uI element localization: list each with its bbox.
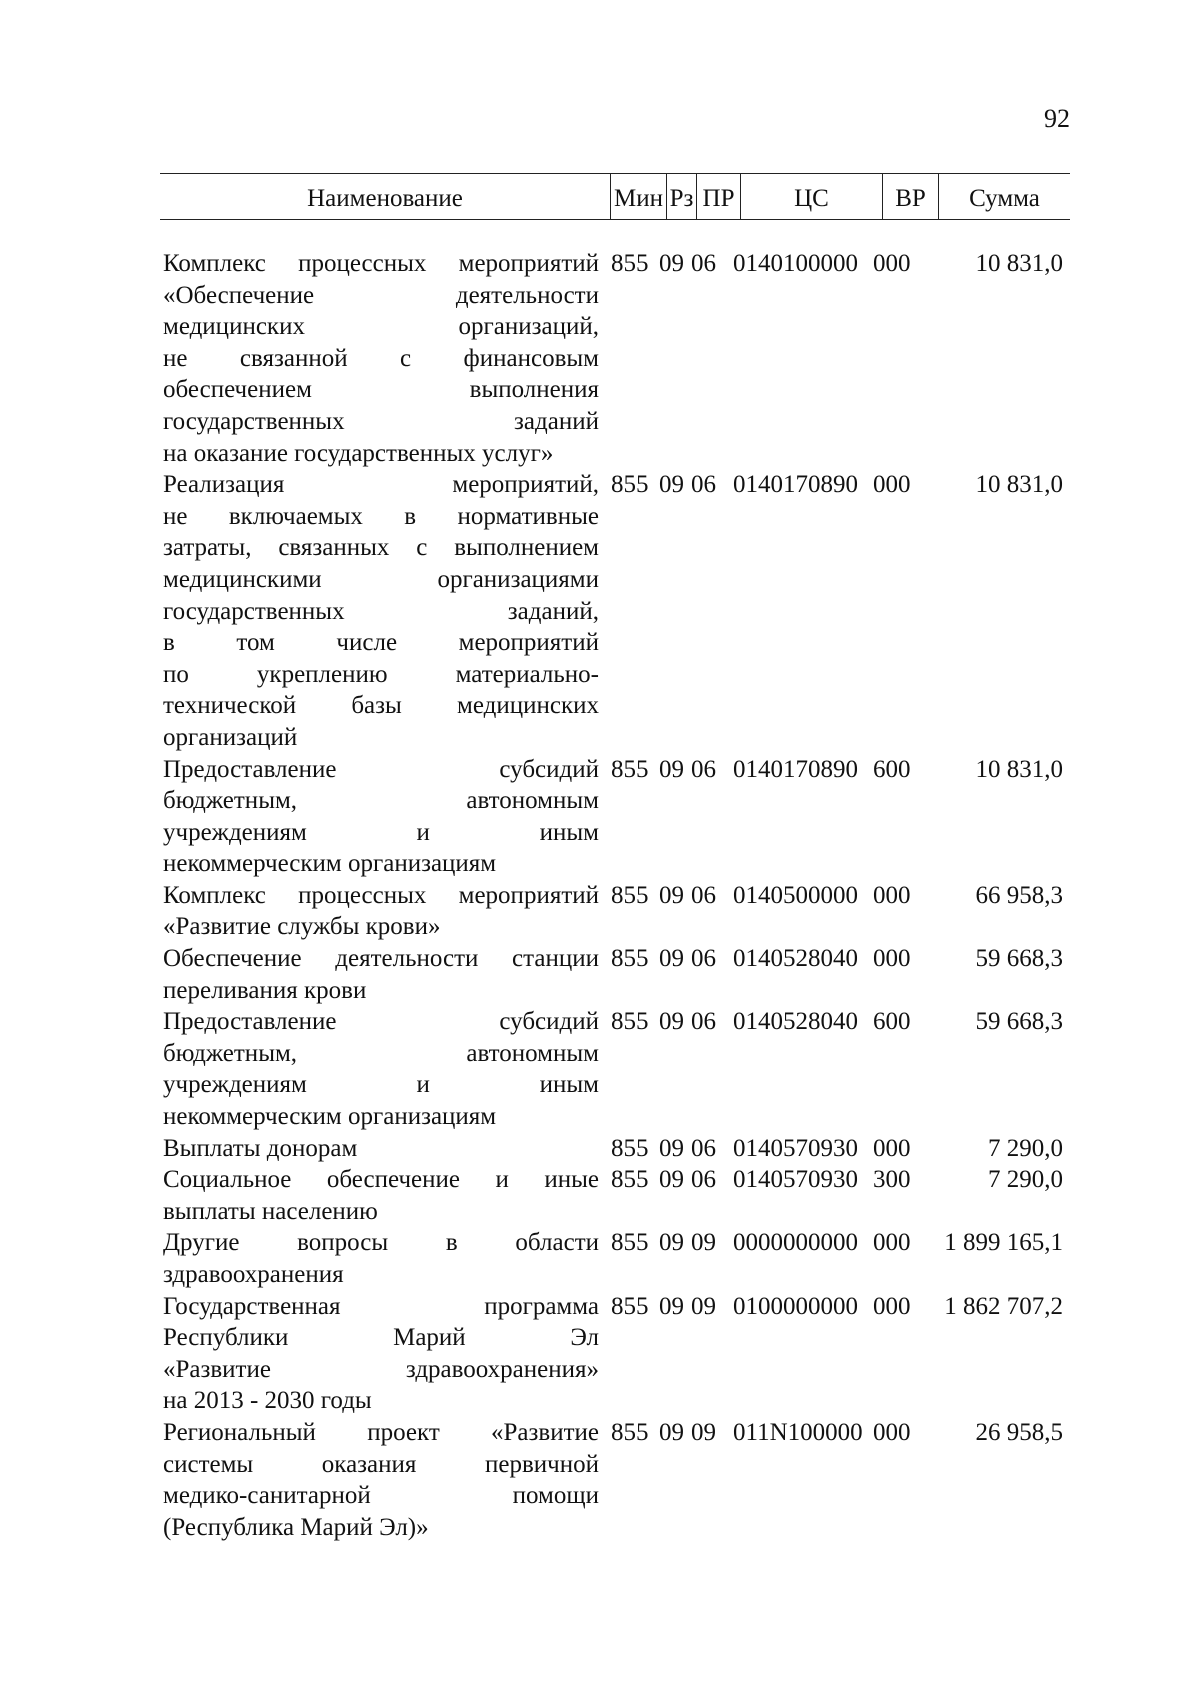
row-name-line: Реализация мероприятий, (163, 471, 599, 499)
header-cs: ЦС (740, 174, 882, 219)
row-rz: 09 (659, 1166, 684, 1194)
row-name-line: Обеспечение деятельности станции (163, 945, 599, 973)
row-sum: 59 668,3 (975, 1008, 1063, 1036)
row-rz: 09 (659, 250, 684, 277)
row-name-line: учреждениям и иным (163, 1071, 599, 1099)
row-cs: 0100000000 (733, 1292, 858, 1320)
row-name-line: организаций (163, 723, 298, 751)
row-name-line: учреждениям и иным (163, 818, 599, 846)
row-sum: 1 899 165,1 (944, 1229, 1063, 1257)
row-name-line: Выплаты донорам (163, 1134, 358, 1162)
row-name (163, 754, 599, 880)
row-name-line: «Развитие здравоохранения» (163, 1355, 599, 1383)
row-name-line: бюджетным, автономным (163, 1039, 599, 1067)
row-rz: 09 (659, 881, 684, 909)
row-vr: 600 (873, 755, 911, 783)
row-name-line: здравоохранения (163, 1261, 344, 1288)
row-vr: 000 (873, 471, 911, 499)
row-name-line: Комплекс процессных мероприятий (163, 250, 599, 277)
row-name-line: обеспечением выполнения (163, 376, 599, 404)
row-sum: 10 831,0 (975, 471, 1063, 499)
row-sum: 10 831,0 (975, 755, 1063, 783)
row-cs: 0140170890 (733, 471, 858, 499)
row-rz: 09 (659, 755, 684, 783)
row-rz: 09 (659, 1418, 684, 1446)
row-name-line: затраты, связанных с выполнением (163, 534, 599, 562)
page-number: 92 (1044, 104, 1070, 133)
row-name (163, 1227, 599, 1290)
row-pr: 06 (691, 881, 716, 909)
row-cs: 011N100000 (733, 1418, 863, 1446)
header-pr: ПР (696, 174, 740, 219)
row-name (163, 469, 599, 753)
row-rz: 09 (659, 1229, 684, 1257)
row-name-line: медицинских организаций, (163, 313, 599, 341)
row-cs: 0140528040 (733, 1008, 858, 1036)
row-name (163, 1164, 599, 1227)
table-row (163, 1133, 1075, 1165)
row-name-line: некоммерческим организациям (163, 1103, 497, 1131)
row-pr: 06 (691, 945, 716, 973)
row-min: 855 (611, 1166, 649, 1194)
row-name-line: государственных заданий (163, 407, 599, 435)
row-pr: 09 (691, 1229, 716, 1257)
header-vr: ВР (882, 174, 938, 219)
row-name (163, 1133, 599, 1165)
row-cs: 0140500000 (733, 881, 858, 909)
table-row (163, 1291, 1075, 1417)
row-pr: 06 (691, 1008, 716, 1036)
row-cs: 0140170890 (733, 755, 858, 783)
header-name: Наименование (307, 185, 463, 212)
row-pr: 06 (691, 250, 716, 277)
table-row (163, 248, 1075, 469)
row-min: 855 (611, 1134, 649, 1162)
row-name-line: государственных заданий, (163, 597, 599, 625)
row-name-line: Социальное обеспечение и иные (163, 1166, 599, 1194)
row-cs: 0140570930 (733, 1166, 858, 1194)
row-name-line: на оказание государственных услуг» (163, 439, 554, 467)
row-name-line: Государственная программа (163, 1292, 599, 1320)
row-vr: 000 (873, 1134, 911, 1162)
row-sum: 7 290,0 (988, 1166, 1063, 1194)
row-pr: 09 (691, 1292, 716, 1320)
row-vr: 300 (873, 1166, 911, 1194)
table-row (163, 469, 1075, 753)
row-min: 855 (611, 1292, 649, 1320)
table-body (163, 248, 1075, 1543)
row-pr: 06 (691, 755, 716, 783)
row-sum: 66 958,3 (975, 881, 1063, 909)
row-name-line: переливания крови (163, 976, 367, 1004)
row-pr: 06 (691, 1166, 716, 1194)
row-name (163, 943, 599, 1006)
row-min: 855 (611, 881, 649, 909)
row-min: 855 (611, 1418, 649, 1446)
row-name (163, 1291, 599, 1417)
row-name-line: Комплекс процессных мероприятий (163, 881, 599, 909)
row-vr: 000 (873, 1229, 911, 1257)
row-sum: 26 958,5 (975, 1418, 1063, 1446)
row-rz: 09 (659, 945, 684, 973)
row-pr: 09 (691, 1418, 716, 1446)
row-sum: 7 290,0 (988, 1134, 1063, 1162)
row-sum: 10 831,0 (975, 250, 1063, 277)
row-name-line: в том числе мероприятий (163, 629, 599, 657)
header-sum: Сумма (938, 174, 1070, 219)
row-vr: 000 (873, 1292, 911, 1320)
row-vr: 600 (873, 1008, 911, 1036)
row-name-line: медицинскими организациями (163, 565, 599, 593)
table-row (163, 1006, 1075, 1132)
row-cs: 0000000000 (733, 1229, 858, 1257)
row-min: 855 (611, 250, 649, 277)
row-min: 855 (611, 1229, 649, 1257)
row-name-line: Региональный проект «Развитие (163, 1418, 599, 1446)
row-min: 855 (611, 945, 649, 973)
row-name-line: Другие вопросы в области (163, 1229, 599, 1257)
row-vr: 000 (873, 250, 911, 277)
row-rz: 09 (659, 1292, 684, 1320)
row-name-line: технической базы медицинских (163, 692, 599, 720)
row-cs: 0140100000 (733, 250, 858, 277)
row-vr: 000 (873, 881, 911, 909)
header-rz: Рз (666, 174, 696, 219)
row-name (163, 1417, 599, 1543)
table-header (160, 173, 1070, 220)
table-row (163, 943, 1075, 1006)
row-min: 855 (611, 1008, 649, 1036)
row-name-line: на 2013 - 2030 годы (163, 1387, 372, 1415)
row-min: 855 (611, 755, 649, 783)
row-name (163, 880, 599, 943)
row-vr: 000 (873, 945, 911, 973)
table-row (163, 754, 1075, 880)
row-name-line: «Обеспечение деятельности (163, 281, 599, 309)
table-row (163, 1227, 1075, 1290)
row-cs: 0140570930 (733, 1134, 858, 1162)
row-name-line: выплаты населению (163, 1197, 378, 1225)
row-sum: 1 862 707,2 (944, 1292, 1063, 1320)
row-name-line: медико-санитарной помощи (163, 1482, 599, 1510)
row-vr: 000 (873, 1418, 911, 1446)
row-rz: 09 (659, 1134, 684, 1162)
row-name-line: не включаемых в нормативные (163, 502, 599, 530)
row-name (163, 1006, 599, 1132)
table-row (163, 1164, 1075, 1227)
table-row (163, 1417, 1075, 1543)
row-name-line: некоммерческим организациям (163, 850, 497, 878)
row-name-line: Республики Марий Эл (163, 1324, 599, 1352)
header-min: Мин (610, 174, 666, 219)
table-row (163, 880, 1075, 943)
row-name-line: «Развитие службы крови» (163, 913, 441, 941)
row-name-line: Предоставление субсидий (163, 755, 599, 783)
row-name-line: Предоставление субсидий (163, 1008, 599, 1036)
row-rz: 09 (659, 1008, 684, 1036)
row-name-line: по укреплению материально- (163, 660, 599, 688)
row-name (163, 248, 599, 469)
row-name-line: (Республика Марий Эл)» (163, 1513, 429, 1541)
row-pr: 06 (691, 1134, 716, 1162)
row-name-line: бюджетным, автономным (163, 787, 599, 815)
row-pr: 06 (691, 471, 716, 499)
row-rz: 09 (659, 471, 684, 499)
row-min: 855 (611, 471, 649, 499)
row-name-line: системы оказания первичной (163, 1450, 599, 1478)
row-sum: 59 668,3 (975, 945, 1063, 973)
row-cs: 0140528040 (733, 945, 858, 973)
row-name-line: не связанной с финансовым (163, 344, 599, 372)
